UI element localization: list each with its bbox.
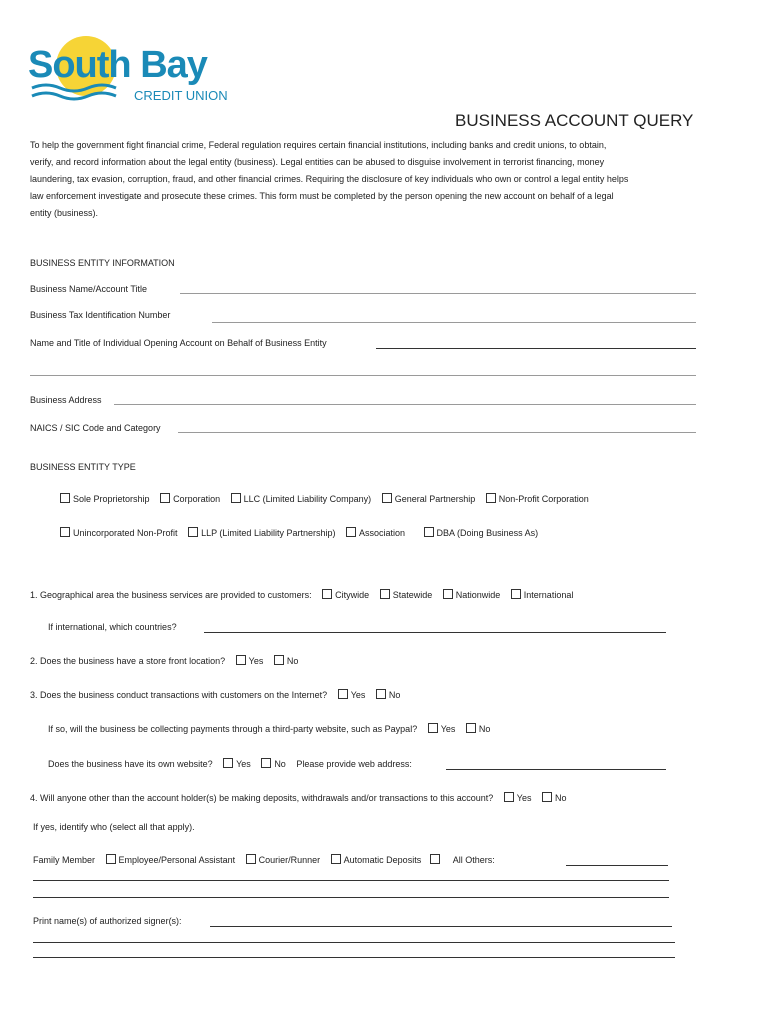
q3-sub1-yes-checkbox[interactable]: [428, 723, 438, 733]
print-names-line-2[interactable]: [33, 942, 675, 943]
q2-row: [30, 655, 298, 667]
intro-line-3: laundering, tax evasion, corruption, fraud, and other financial crimes. Requiring the disclosure of key individuals who own or control a legal entity helps: [30, 174, 629, 184]
intro-line-2: verify, and record information about the legal entity (business). Legal entities can be abused to disguise involvement in terrorist financing, money: [30, 157, 605, 167]
courier-checkbox[interactable]: [246, 854, 256, 864]
q2-yes-checkbox[interactable]: [236, 655, 246, 665]
q4-identify: If yes, identify who (select all that apply).: [33, 822, 195, 832]
unincorporated-label: Unincorporated Non-Profit: [73, 528, 178, 538]
q4-no-checkbox[interactable]: [542, 792, 552, 802]
logo-sub: CREDIT UNION: [134, 88, 228, 103]
statewide-checkbox[interactable]: [380, 589, 390, 599]
q3-sub1-row: [48, 723, 490, 735]
courier-label: Courier/Runner: [258, 855, 321, 865]
print-names-field[interactable]: [210, 926, 672, 927]
print-names-line-3[interactable]: [33, 957, 675, 958]
general-partnership-checkbox[interactable]: [382, 493, 392, 503]
q4-options-row: [33, 854, 495, 866]
intro-line-1: To help the government fight financial crime, Federal regulation requires certain financial institutions, including banks and credit unions, to obtain,: [30, 140, 607, 150]
q1-text: 1. Geographical area the business services are provided to customers:: [30, 590, 312, 600]
unincorporated-checkbox[interactable]: [60, 527, 70, 537]
statewide-label: Statewide: [392, 590, 433, 600]
q1-followup: If international, which countries?: [48, 622, 177, 632]
entity-type-heading: BUSINESS ENTITY TYPE: [30, 462, 136, 472]
sole-prop-label: Sole Proprietorship: [73, 494, 150, 504]
q3-row: [30, 689, 400, 701]
sole-prop-checkbox[interactable]: [60, 493, 70, 503]
q3-no-label: No: [388, 690, 401, 700]
countries-field[interactable]: [204, 632, 666, 633]
nationwide-checkbox[interactable]: [443, 589, 453, 599]
intro-line-4: law enforcement investigate and prosecute these crimes. This form must be completed by the person opening the new account on behalf of a legal: [30, 191, 614, 201]
q4-yes-label: Yes: [516, 793, 532, 803]
employee-checkbox[interactable]: [106, 854, 116, 864]
q3-sub2-no-checkbox[interactable]: [261, 758, 271, 768]
family-member-label: Family Member: [33, 855, 96, 865]
address-label: Business Address: [30, 395, 102, 405]
logo-name: South Bay: [28, 44, 207, 86]
all-others-field[interactable]: [566, 865, 668, 866]
all-others-checkbox[interactable]: [430, 854, 440, 864]
general-partnership-label: General Partnership: [394, 494, 476, 504]
q2-yes-label: Yes: [248, 656, 264, 666]
q3-sub2-row: [48, 758, 412, 770]
web-address-label: Please provide web address:: [296, 759, 412, 769]
q3-yes-label: Yes: [350, 690, 366, 700]
entity-type-row-2: [60, 527, 538, 539]
business-name-field[interactable]: [180, 293, 696, 294]
others-line-1[interactable]: [33, 880, 669, 881]
q3-sub2-text: Does the business have its own website?: [48, 759, 213, 769]
international-checkbox[interactable]: [511, 589, 521, 599]
web-address-field[interactable]: [446, 769, 666, 770]
association-checkbox[interactable]: [346, 527, 356, 537]
corporation-checkbox[interactable]: [160, 493, 170, 503]
dba-checkbox[interactable]: [424, 527, 434, 537]
llc-checkbox[interactable]: [231, 493, 241, 503]
opener-field[interactable]: [376, 348, 696, 349]
employee-label: Employee/Personal Assistant: [118, 855, 236, 865]
corporation-label: Corporation: [173, 494, 221, 504]
intro-line-5: entity (business).: [30, 208, 99, 218]
q3-sub2-yes-label: Yes: [236, 759, 251, 769]
nationwide-label: Nationwide: [455, 590, 501, 600]
logo: [26, 30, 256, 110]
q2-no-checkbox[interactable]: [274, 655, 284, 665]
business-name-label: Business Name/Account Title: [30, 284, 148, 294]
others-line-2[interactable]: [33, 897, 669, 898]
q2-no-label: No: [286, 656, 299, 666]
auto-deposits-checkbox[interactable]: [331, 854, 341, 864]
llp-checkbox[interactable]: [188, 527, 198, 537]
tin-field[interactable]: [212, 322, 696, 323]
q3-yes-checkbox[interactable]: [338, 689, 348, 699]
q3-text: 3. Does the business conduct transactions with customers on the Internet?: [30, 690, 328, 700]
q3-sub1-no-label: No: [478, 724, 491, 734]
association-label: Association: [359, 528, 406, 538]
llp-label: LLP (Limited Liability Partnership): [201, 528, 336, 538]
international-label: International: [523, 590, 574, 600]
q4-text: 4. Will anyone other than the account holder(s) be making deposits, withdrawals and/or transactions to this account?: [30, 793, 494, 803]
all-others-label: All Others:: [452, 855, 495, 865]
auto-deposits-label: Automatic Deposits: [343, 855, 422, 865]
llc-label: LLC (Limited Liability Company): [243, 494, 372, 504]
q3-sub2-no-label: No: [274, 759, 286, 769]
q4-yes-checkbox[interactable]: [504, 792, 514, 802]
non-profit-corp-label: Non-Profit Corporation: [498, 494, 589, 504]
opener-field-line-2[interactable]: [30, 375, 696, 376]
q1-row: [30, 589, 573, 601]
q2-text: 2. Does the business have a store front location?: [30, 656, 226, 666]
q4-row: [30, 792, 567, 804]
q3-sub1-no-checkbox[interactable]: [466, 723, 476, 733]
naics-label: NAICS / SIC Code and Category: [30, 423, 161, 433]
tin-label: Business Tax Identification Number: [30, 310, 171, 320]
q3-sub1-yes-label: Yes: [440, 724, 456, 734]
entity-type-row-1: [60, 493, 589, 505]
page-title: BUSINESS ACCOUNT QUERY: [455, 111, 694, 130]
address-field[interactable]: [114, 404, 696, 405]
q3-sub1-text: If so, will the business be collecting payments through a third-party website, such as Paypal?: [48, 724, 418, 734]
opener-label: Name and Title of Individual Opening Account on Behalf of Business Entity: [30, 338, 327, 348]
q3-sub2-yes-checkbox[interactable]: [223, 758, 233, 768]
citywide-checkbox[interactable]: [322, 589, 332, 599]
q3-no-checkbox[interactable]: [376, 689, 386, 699]
non-profit-corp-checkbox[interactable]: [486, 493, 496, 503]
naics-field[interactable]: [178, 432, 696, 433]
print-names-label: Print name(s) of authorized signer(s):: [33, 916, 182, 926]
q4-no-label: No: [554, 793, 567, 803]
citywide-label: Citywide: [335, 590, 370, 600]
dba-label: DBA (Doing Business As): [436, 528, 539, 538]
wave-icon-2: [32, 93, 116, 99]
entity-info-heading: BUSINESS ENTITY INFORMATION: [30, 258, 175, 268]
